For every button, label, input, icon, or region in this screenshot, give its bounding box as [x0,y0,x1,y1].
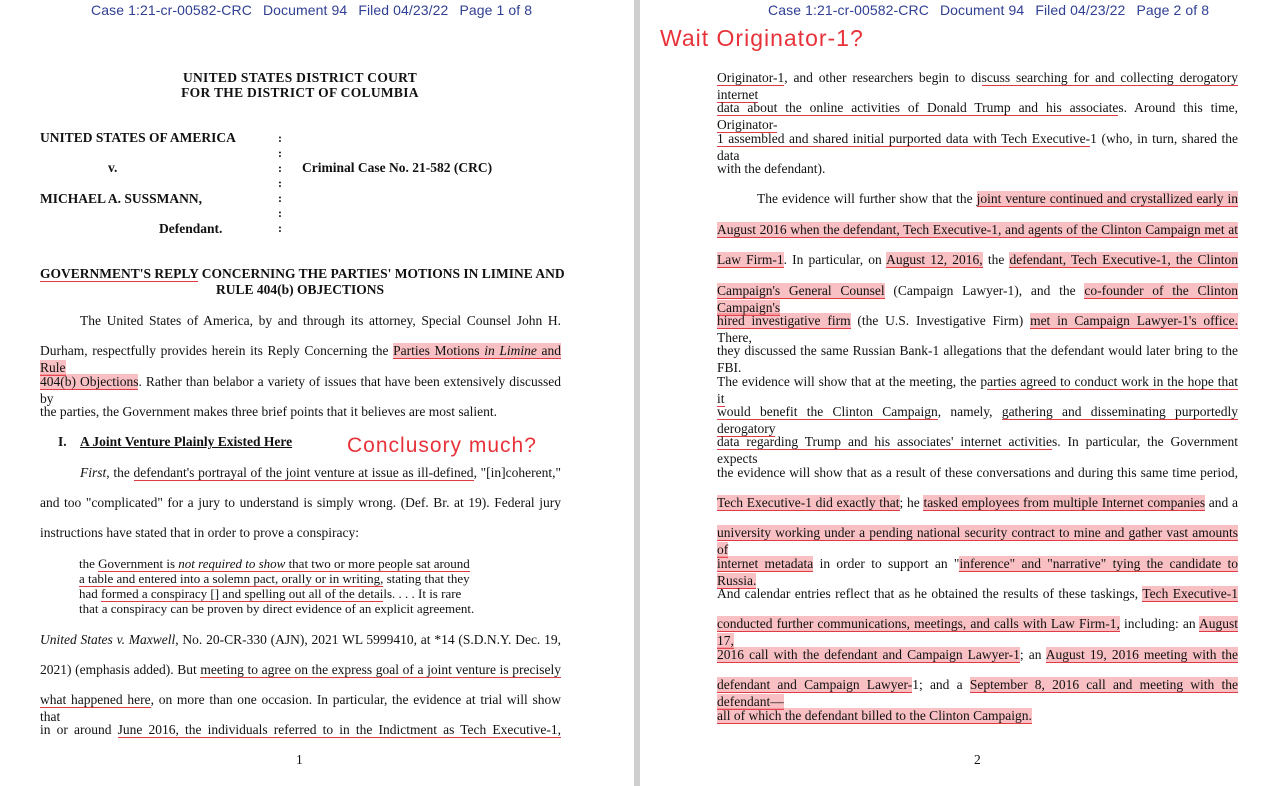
body-line: Originator-1, and other researchers begin to discuss searching for and collecting derogatory internet [717,70,1238,102]
para1-line: 404(b) Objections. Rather than belabor a variety of issues that have been extensively discussed by [40,374,561,406]
para2-line: First, the defendant's portrayal of the joint venture at issue as ill-defined, "[in]coherent," [80,465,561,480]
body-line: data about the online activities of Donald Trump and his associates. Around this time, Originator- [717,100,1238,132]
defendant-name: MICHAEL A. SUSSMANN, [40,191,203,206]
document-title-line-2: RULE 404(b) OBJECTIONS [215,282,385,297]
body-line: 2016 call with the defendant and Campaign Lawyer-1; an August 19, 2016 meeting with the [717,647,1239,662]
para1-line: Durham, respectfully provides herein its Reply Concerning the Parties Motions in Limine and Rule [40,343,561,375]
document-title: GOVERNMENT'S REPLY CONCERNING THE PARTIES' MOTIONS IN LIMINE AND [40,266,565,281]
body-line: The evidence will further show that the joint venture continued and crystallized early in [757,191,1238,206]
body-line: And calendar entries reflect that as he obtained the results of these taskings, Tech Executive-1 [717,586,1238,601]
body-line: all of which the defendant billed to the Clinton Campaign. [717,708,1032,723]
case-no: Criminal Case No. 21-582 (CRC) [302,160,493,175]
caption-colon: : [278,206,282,220]
body-line: Campaign's General Counsel (Campaign Lawyer-1), and the co-founder of the Clinton Campaign's [717,283,1239,315]
body-line: conducted further communications, meetings, and calls with Law Firm-1, including: an August 17, [717,616,1238,648]
block-quote-line: a table and entered into a solemn pact, orally or in writing, stating that they [79,571,470,586]
court-line-2: FOR THE DISTRICT OF COLUMBIA [181,85,419,100]
document-number: Document 94 [262,2,348,18]
section-numeral: I. [58,434,67,449]
body-line: data regarding Trump and his associates' internet activities. In particular, the Government expects [717,434,1239,466]
para3-line: 2021) (emphasis added). But meeting to agree on the express goal of a joint venture is precisely [40,662,562,677]
para2-line: and too "complicated" for a jury to understand is simply wrong. (Def. Br. at 19). Federal jury [40,495,561,510]
body-line: August 2016 when the defendant, Tech Executive-1, and agents of the Clinton Campaign met at [717,222,1238,237]
body-line: university working under a pending national security contract to mine and gather vast amounts of [717,525,1238,557]
para1-line: the parties, the Government makes three brief points that it believes are most salient. [40,404,497,419]
case-number: Case 1:21-cr-00582-CRC [91,2,252,18]
caption-colon: : [278,221,282,235]
case-number: Case 1:21-cr-00582-CRC [768,2,929,18]
document-page-2 [640,0,1280,786]
caption-colon: : [278,191,282,205]
body-line: would benefit the Clinton Campaign, namely, gathering and disseminating purportedly derogatory [717,404,1238,436]
body-line: 1 assembled and shared initial purported data with Tech Executive-1 (who, in turn, shared the data [717,131,1239,163]
para3-line: in or around June 2016, the individuals referred to in the Indictment as Tech Executive-1, [40,722,562,737]
annotation-wait-originator: Wait Originator-1? [660,25,864,51]
body-line: Law Firm-1. In particular, on August 12, 2016, the defendant, Tech Executive-1, the Clinton [717,252,1239,267]
filed-date: Filed 04/23/22 [358,2,449,18]
body-line: they discussed the same Russian Bank-1 allegations that the defendant would later bring to the FBI. [717,343,1238,375]
page-number: 1 [296,752,303,767]
annotation-conclusory: Conclusory much? [347,434,537,457]
para3-line: United States v. Maxwell, No. 20-CR-330 (AJN), 2021 WL 5999410, at *14 (S.D.N.Y. Dec. 19, [40,632,561,647]
page-header [91,2,539,18]
body-line: internet metadata in order to support an "inference" and "narrative" tying the candidate to Russia. [717,556,1239,588]
document-page-1 [0,0,634,786]
filed-date: Filed 04/23/22 [1035,2,1126,18]
document-number: Document 94 [939,2,1025,18]
para3-line: what happened here, on more than one occasion. In particular, the evidence at trial will show that [40,692,562,724]
block-quote-line: that a conspiracy can be proven by direct evidence of an explicit agreement. [79,601,475,616]
page-indicator: Page 1 of 8 [459,2,533,18]
body-line: defendant and Campaign Lawyer-1; and a September 8, 2016 call and meeting with the defendant— [717,677,1238,709]
block-quote-line: had formed a conspiracy [] and spelling out all of the details. . . . It is rare [79,586,462,601]
body-line: Tech Executive-1 did exactly that; he tasked employees from multiple Internet companies and a [717,495,1238,510]
section-heading: A Joint Venture Plainly Existed Here [80,434,293,449]
page-indicator: Page 2 of 8 [1136,2,1210,18]
court-line-1: UNITED STATES DISTRICT COURT [182,70,418,85]
plaintiff: UNITED STATES OF AMERICA [40,130,236,145]
block-quote-line: the Government is not required to show that two or more people sat around [79,556,470,571]
body-line: the evidence will show that as a result of these conversations and during this same time period, [717,465,1238,480]
page-header [768,2,1216,18]
caption-colon: : [278,176,282,190]
para2-line: instructions have stated that in order to prove a conspiracy: [40,525,360,540]
caption-colon: : [278,161,282,175]
court-name [0,70,600,100]
body-line: The evidence will show that at the meeting, the parties agreed to conduct work in the hope that it [717,374,1238,406]
para1-line: The United States of America, by and through its attorney, Special Counsel John H. [80,313,561,328]
defendant-label: Defendant. [159,221,223,236]
versus: v. [108,160,118,175]
page-number: 2 [974,752,981,767]
body-line: hired investigative firm (the U.S. Investigative Firm) met in Campaign Lawyer-1's office. There, [717,313,1238,345]
body-line: with the defendant). [717,161,826,176]
caption-colon: : [278,131,282,145]
caption-colon: : [278,146,282,160]
